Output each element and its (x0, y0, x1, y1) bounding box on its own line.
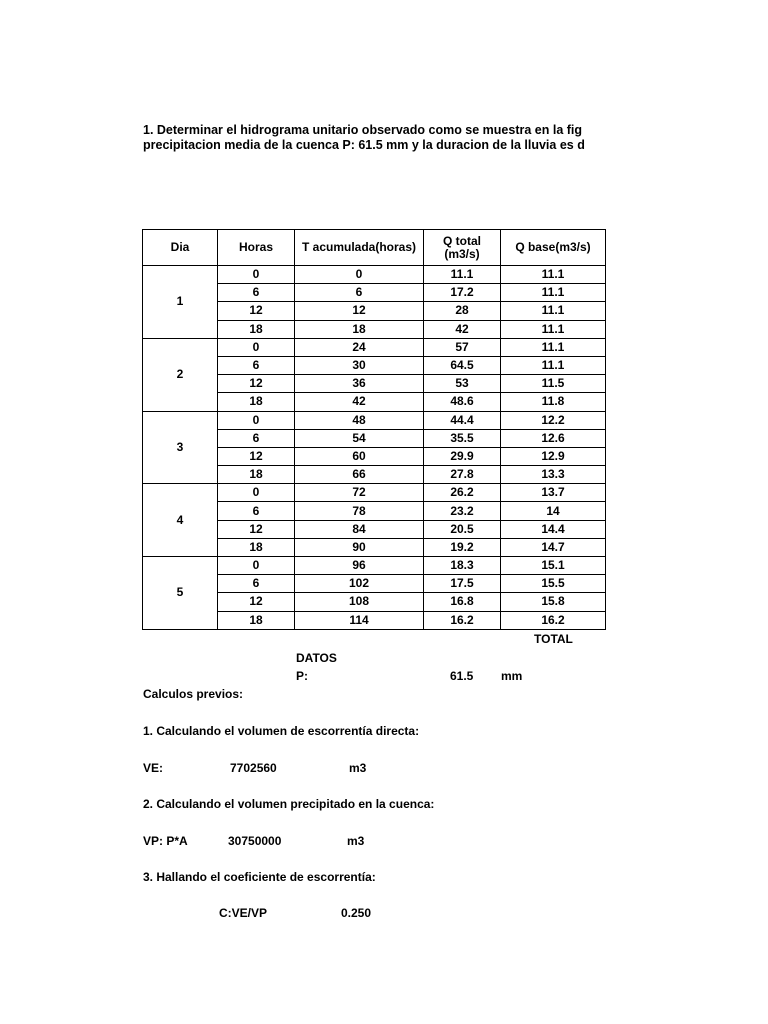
cell-t-acumulada: 42 (295, 393, 424, 411)
cell-q-base: 12.9 (501, 447, 606, 465)
vp-value: 30750000 (228, 834, 282, 848)
cell-dia: 5 (143, 557, 218, 630)
cell-t-acumulada: 12 (295, 302, 424, 320)
cell-dia: 2 (143, 338, 218, 411)
cell-t-acumulada: 84 (295, 520, 424, 538)
cell-horas: 0 (218, 484, 295, 502)
cell-q-total: 64.5 (424, 356, 501, 374)
cell-t-acumulada: 96 (295, 557, 424, 575)
cell-t-acumulada: 90 (295, 538, 424, 556)
cell-q-base: 15.8 (501, 593, 606, 611)
cell-q-total: 44.4 (424, 411, 501, 429)
cell-t-acumulada: 54 (295, 429, 424, 447)
cell-t-acumulada: 24 (295, 338, 424, 356)
cell-q-total: 26.2 (424, 484, 501, 502)
cell-horas: 18 (218, 320, 295, 338)
cell-horas: 0 (218, 338, 295, 356)
cell-q-base: 14 (501, 502, 606, 520)
cell-q-total: 17.2 (424, 284, 501, 302)
cell-t-acumulada: 72 (295, 484, 424, 502)
table-row (143, 411, 606, 429)
cell-t-acumulada: 6 (295, 284, 424, 302)
problem-statement-line1: 1. Determinar el hidrograma unitario observado como se muestra en la fig (143, 123, 583, 137)
cell-horas: 6 (218, 429, 295, 447)
cell-dia: 1 (143, 266, 218, 339)
cell-q-total: 18.3 (424, 557, 501, 575)
cell-t-acumulada: 78 (295, 502, 424, 520)
cell-q-base: 12.6 (501, 429, 606, 447)
cell-q-total: 20.5 (424, 520, 501, 538)
cell-horas: 12 (218, 375, 295, 393)
ve-label: VE: (143, 761, 164, 775)
cell-q-total: 35.5 (424, 429, 501, 447)
cell-q-base: 11.1 (501, 320, 606, 338)
cell-t-acumulada: 0 (295, 266, 424, 284)
table-header-row (143, 230, 606, 266)
cell-q-total: 17.5 (424, 575, 501, 593)
cell-horas: 12 (218, 447, 295, 465)
header-q-base: Q base(m3/s) (501, 230, 606, 266)
table-row (143, 557, 606, 575)
cell-q-base: 14.4 (501, 520, 606, 538)
cell-q-base: 13.7 (501, 484, 606, 502)
cell-q-base: 15.1 (501, 557, 606, 575)
cell-q-total: 16.2 (424, 611, 501, 629)
table-row (143, 484, 606, 502)
cell-horas: 6 (218, 575, 295, 593)
step2-text: 2. Calculando el volumen precipitado en la cuenca: (143, 797, 435, 811)
cell-q-base: 11.1 (501, 284, 606, 302)
cell-q-total: 28 (424, 302, 501, 320)
cell-horas: 0 (218, 557, 295, 575)
vp-unit: m3 (347, 834, 365, 848)
problem-statement-line2: precipitacion media de la cuenca P: 61.5 mm y la duracion de la lluvia es d (143, 138, 585, 152)
cell-q-total: 53 (424, 375, 501, 393)
header-q-total: Q total (m3/s) (424, 230, 501, 266)
cell-t-acumulada: 66 (295, 466, 424, 484)
datos-label: DATOS (296, 651, 337, 665)
c-label: C:VE/VP (219, 906, 268, 920)
step1-text: 1. Calculando el volumen de escorrentía directa: (143, 724, 420, 738)
cell-q-base: 11.8 (501, 393, 606, 411)
cell-q-total: 23.2 (424, 502, 501, 520)
cell-t-acumulada: 114 (295, 611, 424, 629)
cell-q-base: 14.7 (501, 538, 606, 556)
p-unit: mm (501, 669, 523, 683)
cell-q-base: 12.2 (501, 411, 606, 429)
cell-q-total: 16.8 (424, 593, 501, 611)
total-label: TOTAL (534, 632, 573, 646)
header-t-acumulada: T acumulada(horas) (295, 230, 424, 266)
cell-horas: 18 (218, 538, 295, 556)
table-row (143, 338, 606, 356)
cell-q-total: 42 (424, 320, 501, 338)
cell-q-base: 11.1 (501, 302, 606, 320)
calculos-title: Calculos previos: (143, 687, 244, 701)
cell-q-base: 13.3 (501, 466, 606, 484)
cell-q-total: 57 (424, 338, 501, 356)
cell-t-acumulada: 18 (295, 320, 424, 338)
cell-dia: 4 (143, 484, 218, 557)
ve-value: 7702560 (230, 761, 277, 775)
p-value: 61.5 (450, 669, 474, 683)
table-row (143, 266, 606, 284)
step3-text: 3. Hallando el coeficiente de escorrentía: (143, 870, 376, 884)
cell-t-acumulada: 48 (295, 411, 424, 429)
cell-horas: 12 (218, 593, 295, 611)
cell-t-acumulada: 30 (295, 356, 424, 374)
ve-unit: m3 (349, 761, 367, 775)
cell-t-acumulada: 36 (295, 375, 424, 393)
cell-t-acumulada: 60 (295, 447, 424, 465)
header-dia: Dia (143, 230, 218, 266)
cell-t-acumulada: 102 (295, 575, 424, 593)
cell-q-base: 11.1 (501, 356, 606, 374)
cell-q-total: 29.9 (424, 447, 501, 465)
cell-horas: 18 (218, 611, 295, 629)
cell-dia: 3 (143, 411, 218, 484)
cell-q-base: 16.2 (501, 611, 606, 629)
cell-horas: 0 (218, 411, 295, 429)
cell-horas: 6 (218, 284, 295, 302)
header-horas: Horas (218, 230, 295, 266)
cell-q-base: 15.5 (501, 575, 606, 593)
hydrograph-table (142, 229, 606, 630)
cell-q-total: 19.2 (424, 538, 501, 556)
cell-horas: 0 (218, 266, 295, 284)
cell-q-total: 27.8 (424, 466, 501, 484)
cell-q-base: 11.5 (501, 375, 606, 393)
cell-q-base: 11.1 (501, 266, 606, 284)
cell-horas: 12 (218, 520, 295, 538)
cell-q-total: 48.6 (424, 393, 501, 411)
cell-t-acumulada: 108 (295, 593, 424, 611)
cell-horas: 6 (218, 502, 295, 520)
cell-horas: 12 (218, 302, 295, 320)
cell-q-base: 11.1 (501, 338, 606, 356)
p-label: P: (296, 669, 308, 683)
vp-label: VP: P*A (143, 834, 188, 848)
cell-horas: 18 (218, 393, 295, 411)
cell-q-total: 11.1 (424, 266, 501, 284)
cell-horas: 18 (218, 466, 295, 484)
c-value: 0.250 (341, 906, 372, 920)
cell-horas: 6 (218, 356, 295, 374)
